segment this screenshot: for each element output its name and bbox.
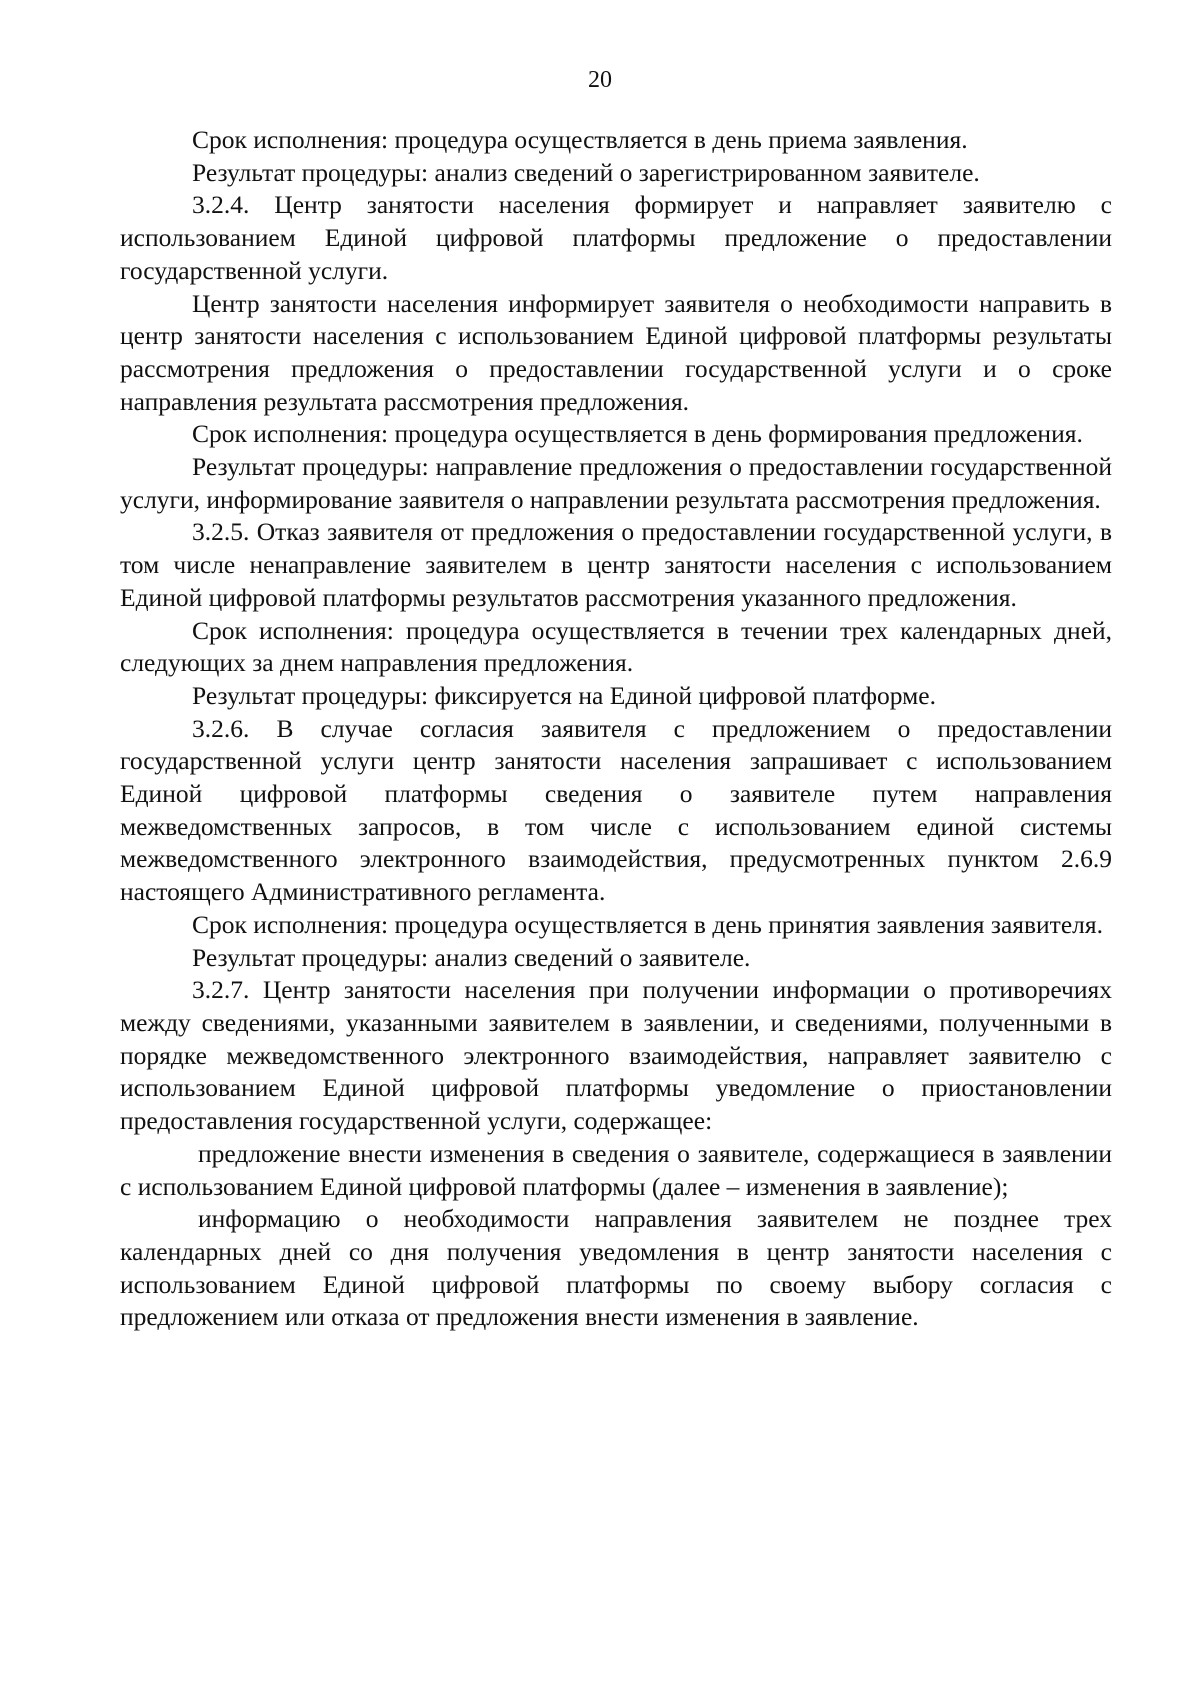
paragraph: Срок исполнения: процедура осуществляется в день принятия заявления заявителя. [192,909,1103,939]
paragraph: информацию о необходимости направления заявителем не позднее трех календарных дней со дня получения уведомления в центр занятости населения с использованием Единой цифровой платформы по своему выбору согласия с предложением или отказа от предложения внести изменения в заявление. [120,1204,1112,1332]
paragraph: Результат процедуры: анализ сведений о заявителе. [192,942,751,972]
paragraph: Срок исполнения: процедура осуществляется в день формирования предложения. [192,419,1083,449]
paragraph: Срок исполнения: процедура осуществляется в день приема заявления. [192,125,968,154]
paragraph: Центр занятости населения информирует заявителя о необходимости направить в центр занятости населения с использованием Единой цифровой платформы результаты рассмотрения предложения о предоставлении государственной услуги и о сроке направления результата рассмотрения предложения. [120,288,1112,416]
paragraph: 3.2.4. Центр занятости населения формирует и направляет заявителю с использованием Единой цифровой платформы предложение о предоставлении государственной услуги. [120,190,1112,285]
page-number: 20 [588,67,612,93]
paragraph: Результат процедуры: фиксируется на Единой цифровой платформе. [192,680,936,710]
paragraph: 3.2.7. Центр занятости населения при получении информации о противоречиях между сведениями, указанными заявителем в заявлении, и сведениями, полученными в порядке межведомственного электронного взаимодействия, направляет заявителю с использованием Единой цифровой платформы уведомление о приостановлении предоставления государственной услуги, содержащее: [120,975,1112,1136]
paragraph: 3.2.5. Отказ заявителя от предложения о предоставлении государственной услуги, в том числе ненаправление заявителем в центр занятости населения с использованием Единой цифровой платформы результатов рассмотрения указанного предложения. [120,517,1112,612]
paragraph: 3.2.6. В случае согласия заявителя с предложением о предоставлении государственной услуги центр занятости населения запрашивает с использованием Единой цифровой платформы сведения о заявителе путем направления межведомственных запросов, в том числе с использованием единой системы межведомственного электронного взаимодействия, предусмотренных пунктом 2.6.9 настоящего Административного регламента. [120,713,1112,907]
paragraph: Срок исполнения: процедура осуществляется в течении трех календарных дней, следующих за днем направления предложения. [120,615,1112,678]
paragraph: Результат процедуры: анализ сведений о зарегистрированном заявителе. [192,157,980,187]
paragraph: Результат процедуры: направление предложения о предоставлении государственной услуги, информирование заявителя о направлении результата рассмотрения предложения. [120,452,1112,514]
document-body [120,124,1112,1334]
paragraph: предложение внести изменения в сведения о заявителе, содержащиеся в заявлении с использованием Единой цифровой платформы (далее – изменения в заявление); [120,1138,1112,1201]
